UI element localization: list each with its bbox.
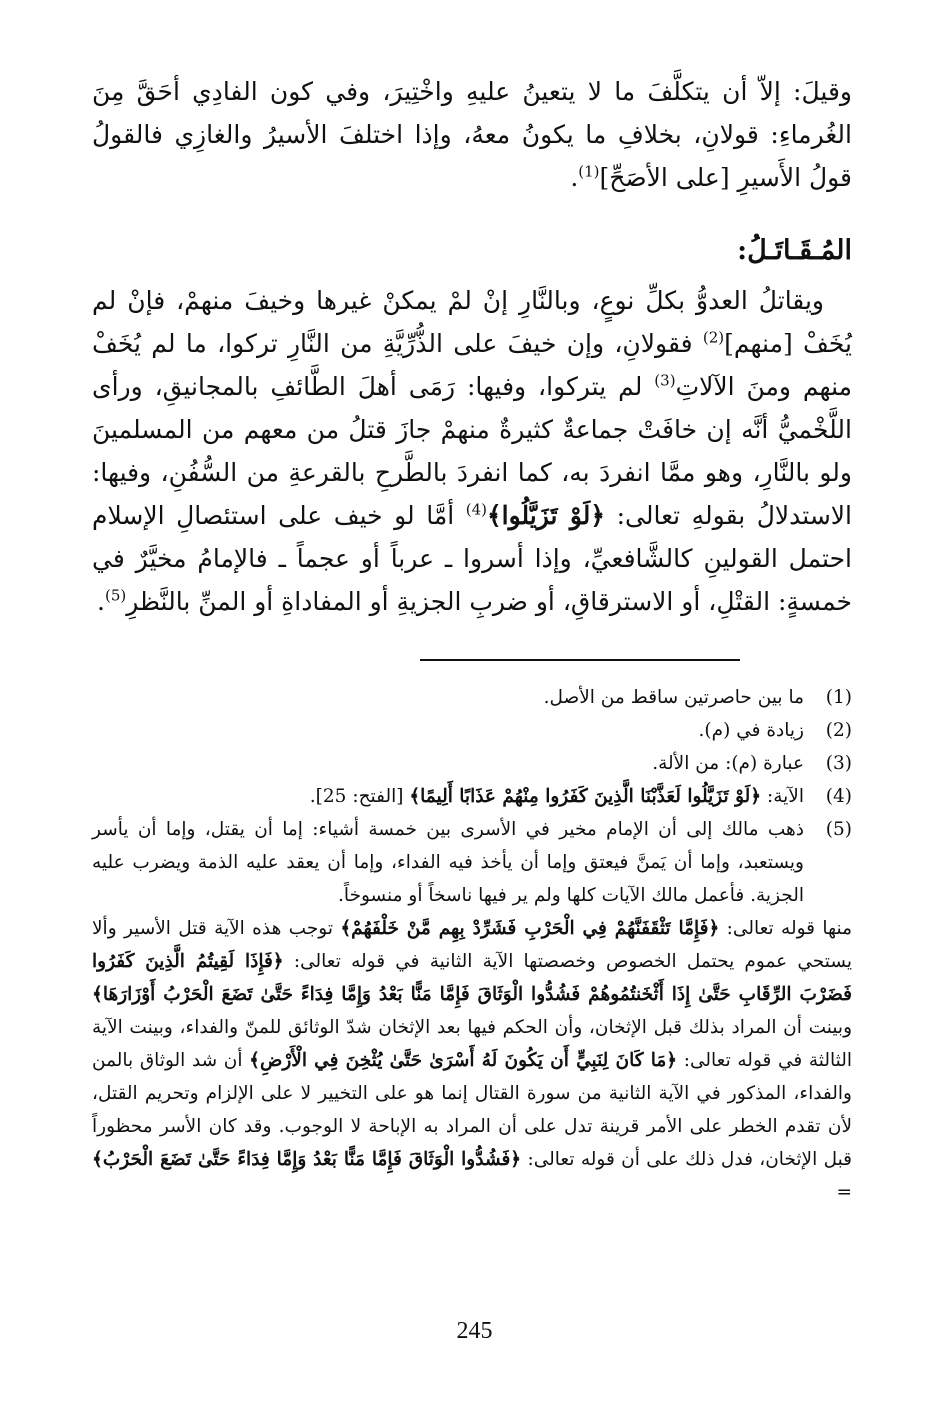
footnote-text	[92, 780, 804, 813]
book-page	[92, 70, 852, 1390]
intro-paragraph	[92, 70, 852, 199]
footnote-text: ما بين حاصرتين ساقط من الأصل.	[543, 687, 804, 708]
footnote-quran-quote: ﴿لَوْ تَزَيَّلُوا لَعَذَّبْنَا الَّذِينَ كَفَرُوا مِنْهُمْ عَذَابًا أَلِيمًا﴾	[409, 786, 762, 807]
footnote-number: (3)	[825, 753, 852, 774]
footnote-item	[92, 813, 852, 912]
quran-quote: ﴿لَوْ تَزَيَّلُوا﴾	[487, 501, 606, 530]
footnote-5-continuation-mark: =	[836, 1182, 852, 1203]
section-end: .	[97, 587, 105, 616]
main-text	[92, 70, 852, 623]
footnote-number: (4)	[825, 786, 852, 807]
footnote-item	[92, 681, 852, 714]
footnote-text-b: [الفتح: 25].	[309, 786, 410, 807]
footnote-text-a: الآية:	[761, 786, 804, 807]
section-text-3: لم يتركوا، وفيها: رَمَى أهلَ الطَّائفِ بالمجانيقِ، ورأى اللَّخْميُّ أنَّه إن خافَتْ جماعةٌ كثيرةٌ منهمْ جازَ قتلُ من معهم من المسلمينَ ولو بالنَّارِ، وهو ممَّا انفردَ به، كما انفردَ بالطَّرحِ بالقرعةِ من السُّفُنِ، وفيها: الاستدلالُ بقولهِ تعالى:	[92, 372, 852, 530]
footnote-number: (2)	[825, 720, 852, 741]
intro-end: .	[570, 163, 579, 192]
footnote-item	[92, 780, 852, 813]
section-text-4: أمَّا لو خيف على استئصالِ الإسلام احتمل القولينِ كالشَّافعيِّ، وإذا أسروا ـ عرباً أو عجماً ـ فالإمامُ مخيَّرٌ في خمسةٍ: القتْلِ، أو الاسترقاقِ، أو ضربِ الجزيةِ أو المفاداةِ أو المنِّ بالنَّظرِ	[92, 501, 852, 616]
footnote-item	[92, 714, 852, 747]
footnote-ref-1: (1)	[578, 162, 600, 181]
section-heading: المُـقَـاتَـلُ:	[737, 235, 852, 266]
footnote-ref-2: (2)	[702, 328, 725, 347]
footnote-text	[92, 813, 804, 912]
footnote-5-text-3: توجب هذه الآية قتل الأسير وألا يستحي عموم يحتمل الخصوص وخصصتها الآية الثانية في قوله تعالى:	[92, 918, 852, 972]
footnote-ref-4: (4)	[465, 500, 488, 519]
section-text-2: فقولانِ، وإن خيفَ على الذُّرِّيَّةِ من النَّارِ تركوا، ما لم يُخَفْ منهم ومنَ الآلاتِ	[92, 329, 853, 401]
footnotes	[92, 681, 852, 1209]
footnote-5-text-5: أن شد الوثاق بالمن والفداء، المذكور في الآية الثانية من سورة القتال إنما هو على التخيير لا على الإلزام وتحريم القتل، لأن تقدم الخطر على الأمر قرينة تدل على أن المراد به الإباحة لا الوجوب. وقد كان الأسر محظوراً قبل الإثخان، فدل ذلك على أن قوله تعالى:	[92, 1050, 853, 1170]
intro-text: وقيلَ: إلاّ أن يتكلَّفَ ما لا يتعينُ عليهِ واخْتِيرَ، وفي كون الفادِي أحَقَّ مِنَ الغُرماءِ: قولانِ، بخلافِ ما يكونُ معهُ، وإذا اختلفَ الأسيرُ والغازِي فالقولُ قولُ الأَسيرِ [على الأصَحِّ]	[92, 77, 852, 192]
page-number: 245	[456, 1318, 493, 1344]
footnote-text: زيادة في (م).	[698, 720, 804, 741]
footnote-divider	[420, 659, 740, 661]
footnote-number: (1)	[825, 687, 852, 708]
footnote-5-text-1: ذهب مالك إلى أن الإمام مخير في الأسرى بين خمسة أشياء: إما أن يقتل، وإما أن يأسر ويستعبد، وإما أن يَمنَّ فيعتق وإما أن يأخذ فيه الفداء، وإما أن يعقد عليه الذمة ويضرب عليه الجزية. فأعمل مالك الآيات كلها ولم ير فيها ناسخاً أو منسوخاً.	[92, 819, 804, 906]
footnote-number: (5)	[825, 819, 852, 840]
footnote-ref-5: (5)	[104, 586, 127, 605]
footnote-item	[92, 747, 852, 780]
footnote-5-quran-1: ﴿فَإِمَّا تَثْقَفَنَّهُمْ فِي الْحَرْبِ فَشَرِّدْ بِهِم مَّنْ خَلْفَهُمْ﴾	[340, 918, 720, 939]
footnote-5-text-2: منها قوله تعالى:	[719, 918, 852, 939]
footnote-divider-wrap	[92, 659, 852, 661]
footnote-5-quran-2: ﴿فَإِذَا لَقِيتُمُ الَّذِينَ كَفَرُوا فَضَرْبَ الرِّقَابِ حَتَّىٰ إِذَا أَثْخَنتُمُوهُمْ فَشُدُّوا الْوَثَاقَ فَإِمَّا مَنًّا بَعْدُ وَإِمَّا فِدَاءً حَتَّىٰ تَضَعَ الْحَرْبُ أَوْزَارَهَا﴾	[92, 951, 852, 1005]
section-text-1: ويقاتلُ العدوُّ بكلِّ نوعٍ، وبالنَّارِ إنْ لمْ يمكنْ غيرها وخيفَ منهمْ، فإنْ لم يُخَفْ [منهم]	[92, 286, 852, 358]
footnote-ref-3: (3)	[654, 371, 676, 390]
footnote-5-continuation	[92, 912, 852, 1209]
footnote-5-quran-4: ﴿فَشُدُّوا الْوَثَاقَ فَإِمَّا مَنًّا بَعْدُ وَإِمَّا فِدَاءً حَتَّىٰ تَضَعَ الْحَرْبُ﴾	[92, 1149, 522, 1170]
footnote-5-quran-3: ﴿مَا كَانَ لِنَبِيٍّ أَن يَكُونَ لَهُ أَسْرَىٰ حَتَّىٰ يُثْخِنَ فِي الْأَرْضِ﴾	[249, 1050, 678, 1071]
footnote-5-text-4: وبينت أن المراد بذلك قبل الإثخان، وأن الحكم فيها بعد الإثخان شدّ الوثائق للمنّ والفداء، وبينت الآية الثالثة في قوله تعالى:	[92, 1017, 853, 1071]
section-paragraph	[92, 279, 852, 623]
footnote-text: عبارة (م): من الألة.	[652, 753, 804, 774]
